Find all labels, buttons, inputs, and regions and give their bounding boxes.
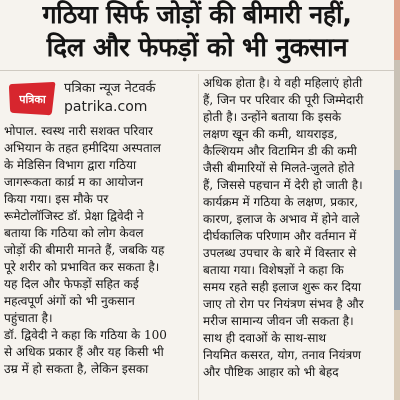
agency-credit: पत्रिका न्यूज नेटवर्क: [64, 81, 156, 96]
left-line: डॉ. द्विवेदी ने कहा कि गठिया के 100: [4, 328, 167, 342]
patrika-logo: [8, 80, 57, 118]
right-line: जैसी बीमारियों से मिलते-जुलते होते: [203, 161, 355, 175]
left-line: जोड़ों की बीमारी मानते हैं, जबकि यह: [4, 243, 165, 257]
left-line: से अधिक प्रकार हैं और यह किसी भी: [4, 345, 164, 359]
right-line: होती है। उन्होंने बताया कि इसके: [203, 110, 342, 124]
left-line: महत्वपूर्ण अंगों को भी नुकसान: [4, 294, 135, 308]
left-line: किया गया। इस मौके पर: [4, 192, 109, 206]
headline-divider: [0, 70, 396, 71]
right-line: बताया गया। विशेषज्ञों ने कहा कि: [203, 263, 344, 277]
right-line: कारण, इलाज के अभाव में होने वाले: [203, 212, 360, 226]
left-line: रूमेटोलॉजिस्ट डॉ. प्रेक्षा द्विवेदी ने: [4, 209, 144, 223]
right-line: कार्यक्रम में गठिया के लक्षण, प्रकार,: [203, 195, 359, 209]
logo-text: पत्रिका: [19, 93, 46, 106]
right-line: जाए तो रोग पर नियंत्रण संभव है और: [203, 297, 364, 311]
right-line: दीर्घकालिक परिणाम और वर्तमान में: [203, 229, 357, 243]
right-line: समय रहते सही इलाज शुरू कर दिया: [203, 280, 362, 294]
right-line: और पौष्टिक आहार को भी बेहद: [203, 365, 339, 379]
right-line: साथ ही दवाओं के साथ-साथ: [203, 331, 327, 345]
left-line: भोपाल. स्वस्थ नारी सशक्त परिवार: [4, 124, 153, 138]
right-line: अधिक होता है। ये वही महिलाएं होती: [203, 76, 363, 90]
right-line: मरीज सामान्य जीवन जी सकता है।: [203, 314, 354, 328]
left-line: जागरूकता कार्य्र म का आयोजन: [4, 175, 144, 189]
adjacent-page-edge: [394, 170, 400, 310]
right-line: हैं, जिससे पहचान में देरी हो जाती है।: [203, 178, 363, 192]
adjacent-page-edge: [394, 0, 400, 60]
left-line: पहुंचाता है।: [4, 311, 53, 325]
column-divider: [198, 74, 199, 400]
left-line: पूरे शरीर को प्रभावित कर सकता है।: [4, 260, 160, 274]
left-line: यह दिल और फेफड़ों सहित कई: [4, 277, 139, 291]
headline-line-2: दिल और फेफड़ों को भी नुकसान: [46, 33, 348, 63]
website-link: patrika.com: [64, 99, 148, 115]
left-line: अभियान के तहत हमीदिया अस्पताल: [4, 141, 161, 155]
right-line: उपलब्ध उपचार के बारे में विस्तार से: [203, 246, 357, 260]
left-line: उम्र में हो सकता है, लेकिन इसका: [4, 362, 149, 376]
adjacent-page-edge: [394, 60, 400, 170]
left-line: के मेडिसिन विभाग द्वारा गठिया: [4, 158, 137, 172]
right-line: कैल्शियम और विटामिन डी की कमी: [203, 144, 357, 158]
headline-line-1: गठिया सिर्फ जोड़ों की बीमारी नहीं,: [42, 0, 352, 29]
right-line: हैं, जिन पर परिवार की पूरी जिम्मेदारी: [203, 93, 364, 107]
left-line: बताया कि गठिया को लोग केवल: [4, 226, 144, 240]
right-line: नियमित कसरत, योग, तनाव नियंत्रण: [203, 348, 361, 362]
right-line: लक्षण खून की कमी, थायराइड,: [203, 127, 338, 141]
adjacent-page-edge: [394, 310, 400, 400]
